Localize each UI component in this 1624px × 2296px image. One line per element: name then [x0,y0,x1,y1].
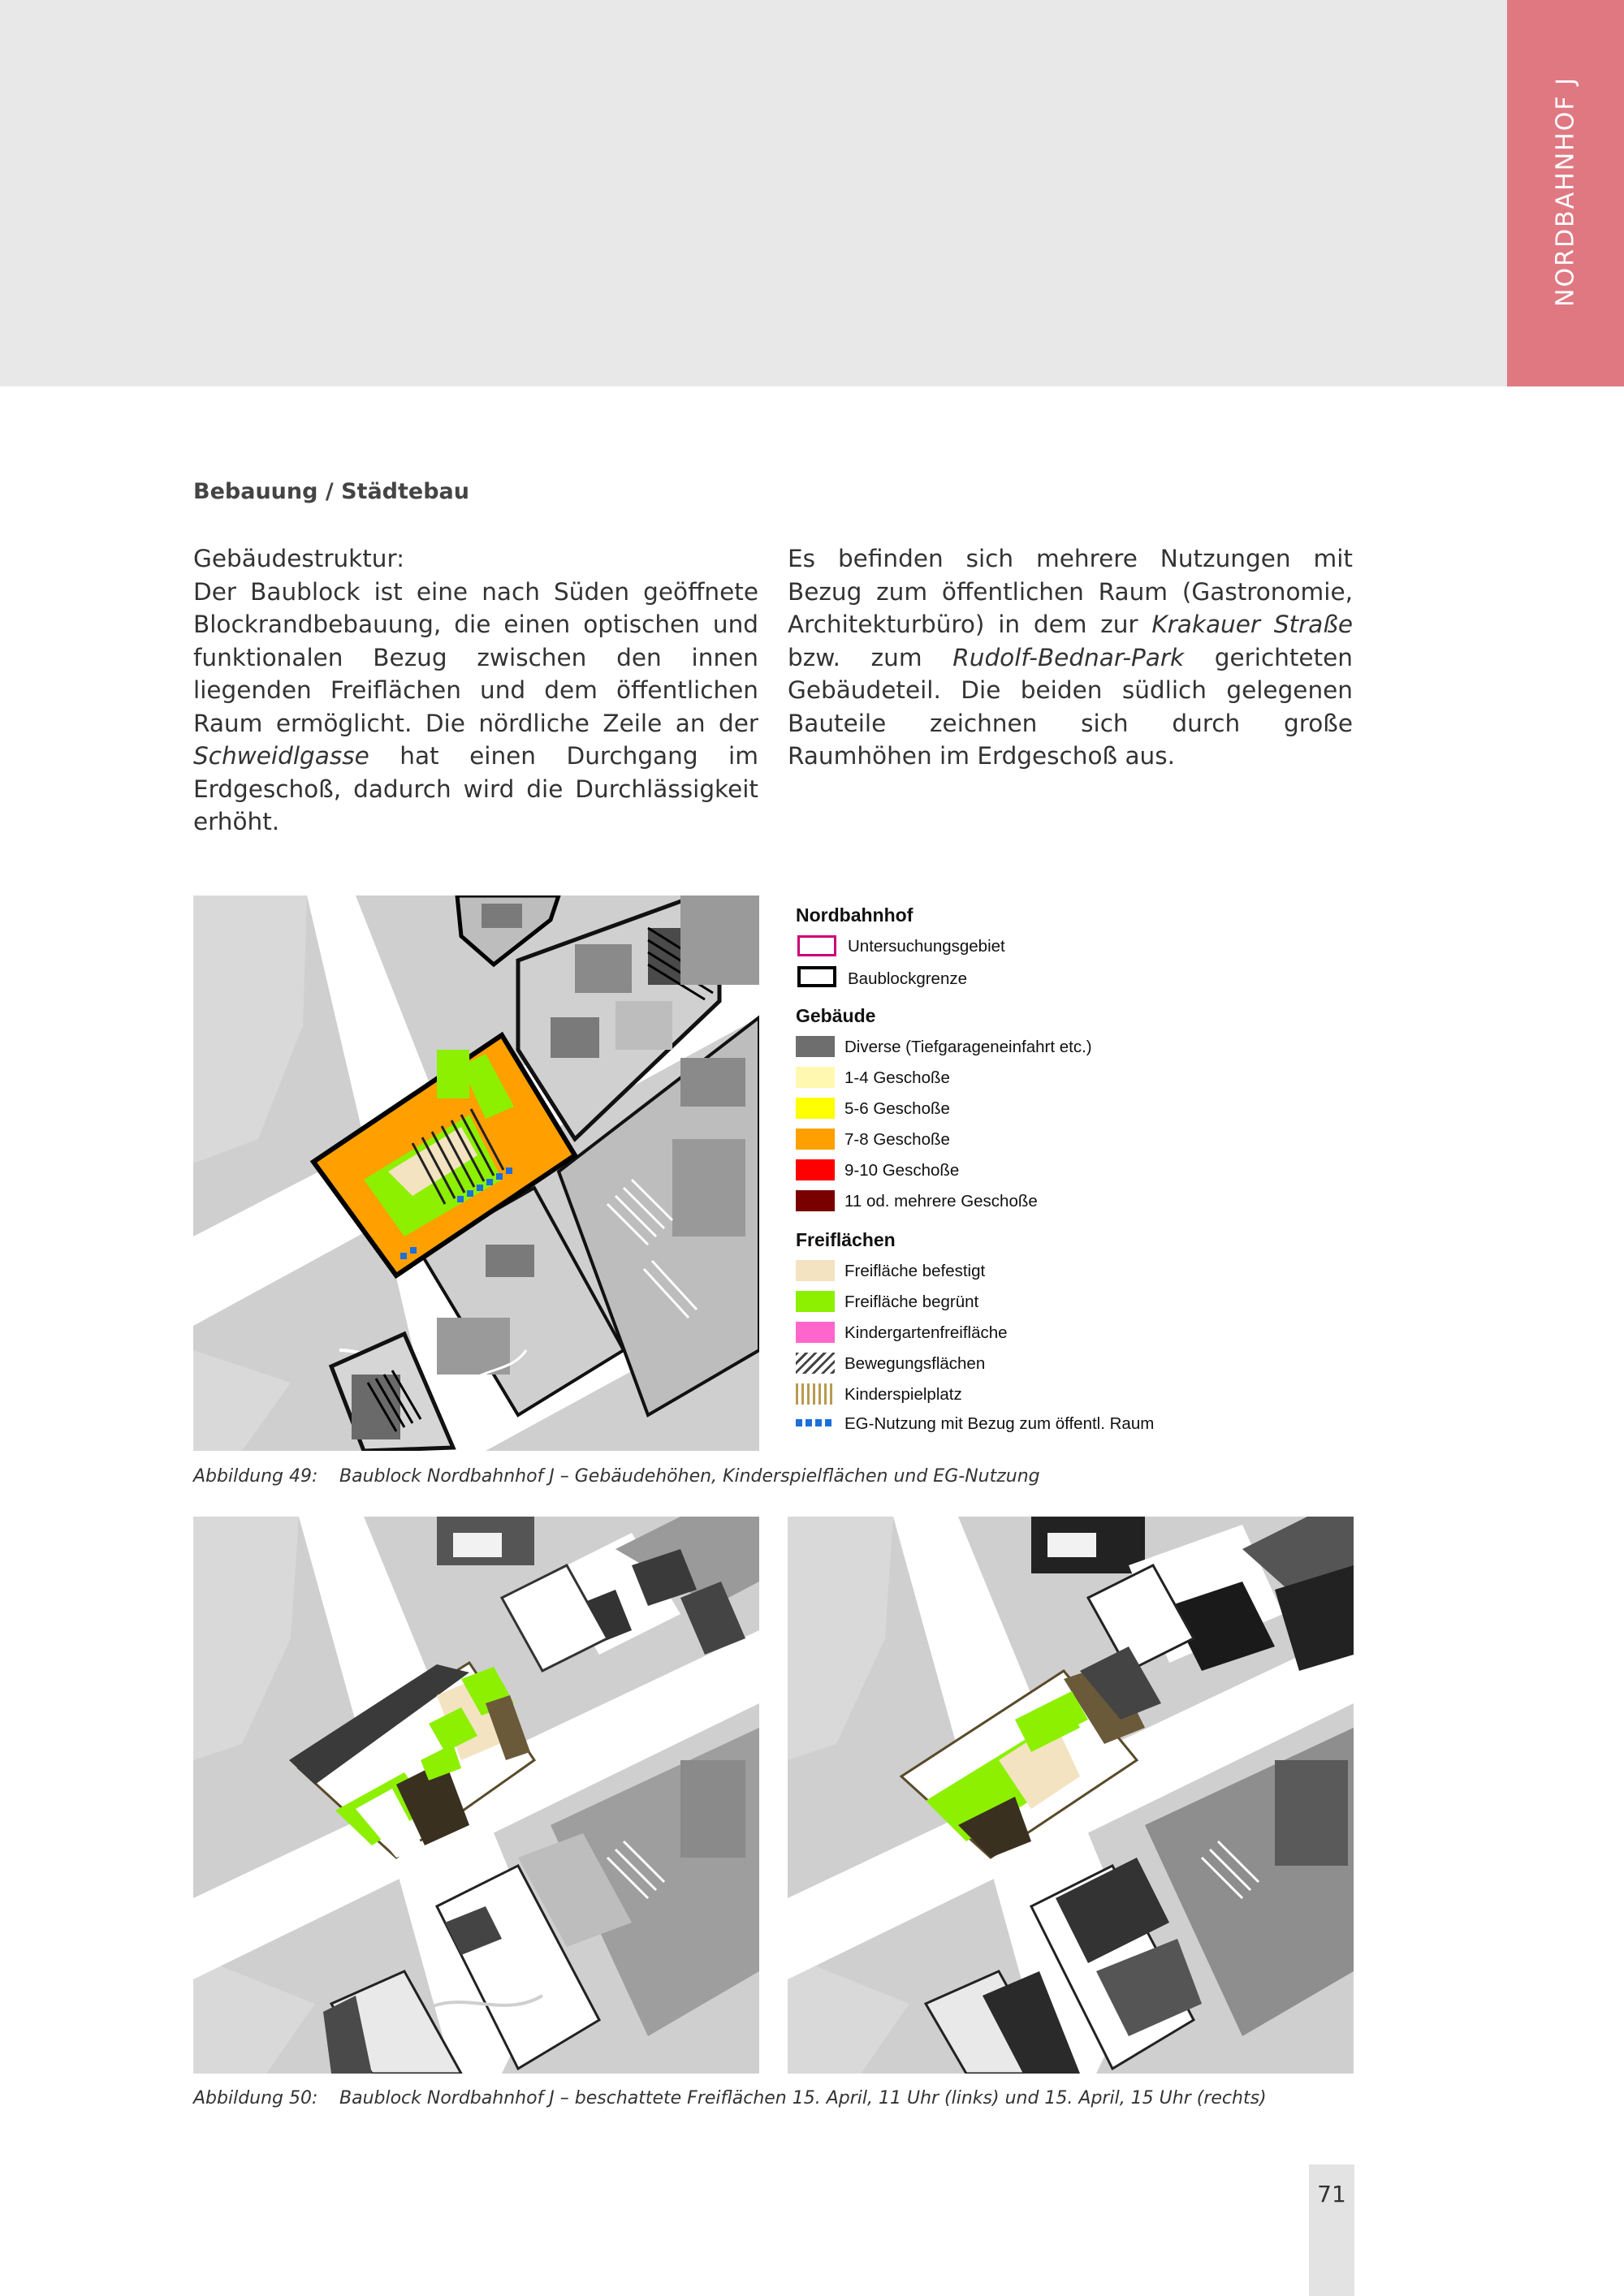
section-title: Bebauung / Städtebau [193,479,469,504]
paragraph-left: Der Baublock ist eine nach Süden geöffnete Blockrandbebauung, die einen optischen und funktionalen Bezug zwischen den innen liegenden Freiflächen und dem öffentlichen Raum ermöglicht. Die nördliche Zeile an der Schweidlgasse hat einen Durchgang im Erdgeschoß, dadurch wird die Durchlässigkeit erhöht. [193,577,758,835]
legend-label-kindergarten: Kindergartenfreifläche [844,1323,1008,1342]
legend-title: Nordbahnhof [796,904,914,926]
map-legend [786,893,1155,1452]
legend-label-ground-floor-use: EG-Nutzung mit Bezug zum öffentl. Raum [844,1414,1155,1433]
legend-swatch-green [796,1291,835,1312]
figure-49-caption [193,1466,1086,1491]
legend-label-diverse: Diverse (Tiefgarageneinfahrt etc.) [844,1038,1092,1056]
legend-label-block-boundary: Baublockgrenze [848,969,968,988]
chapter-tab-label: NORDBAHNHOF J [1551,76,1580,307]
legend-swatch-ground-floor-use [796,1419,835,1426]
map-building-heights [193,896,759,1451]
map-shadow-15h [788,1517,1354,2074]
legend-swatch-7-8 [796,1129,835,1150]
legend-swatch-paved [796,1260,835,1281]
legend-swatch-playground [796,1383,835,1405]
figure-49-number: Abbildung 49: [193,1466,318,1487]
legend-label-11-plus: 11 od. mehrere Geschoße [844,1192,1038,1211]
figure-50-text: Baublock Nordbahnhof J – beschattete Freiflächen 15. April, 11 Uhr (links) und 15. April, 15 Uhr (rechts) [339,2088,1267,2108]
legend-swatch-block-boundary [797,966,836,987]
legend-label-green: Freifläche begrünt [844,1293,979,1311]
legend-swatch-kindergarten [796,1322,835,1343]
legend-label-paved: Freifläche befestigt [844,1262,986,1280]
text-column-left [193,542,758,839]
page-number: 71 [1317,2181,1346,2208]
legend-label-playground: Kinderspielplatz [844,1385,962,1404]
figure-49-text: Baublock Nordbahnhof J – Gebäudehöhen, Kinderspielflächen und EG-Nutzung [339,1466,1040,1487]
legend-swatch-diverse [796,1036,835,1057]
legend-buildings-title: Gebäude [796,1005,876,1026]
text-column-right [788,542,1353,773]
legend-label-7-8: 7-8 Geschoße [844,1130,950,1149]
header-band [0,0,1507,386]
legend-swatch-11-plus [796,1190,835,1211]
legend-label-1-4: 1-4 Geschoße [844,1068,950,1087]
subheading: Gebäudestruktur: [193,545,405,572]
legend-swatch-1-4 [796,1067,835,1088]
figure-50-number: Abbildung 50: [193,2088,318,2108]
legend-label-study-area: Untersuchungsgebiet [848,937,1005,956]
legend-open-title: Freiflächen [796,1229,896,1250]
legend-swatch-movement [796,1353,835,1374]
figure-50-caption [193,2088,1354,2113]
legend-swatch-study-area [797,935,836,956]
map-shadow-11h [193,1517,759,2074]
legend-label-movement: Bewegungsflächen [844,1354,986,1373]
legend-swatch-9-10 [796,1159,835,1180]
paragraph-right: Es befinden sich mehrere Nutzungen mit Bezug zum öffentlichen Raum (Gastronomie, Architekturbüro) in dem zur Krakauer Straße bzw. zum Rudolf-Bednar-Park gerichteten Gebäudeteil. Die beiden südlich gelegenen Bauteile zeichnen sich durch große Raumhöhen im Erdgeschoß aus. [788,545,1353,770]
legend-label-5-6: 5-6 Geschoße [844,1099,950,1118]
legend-label-9-10: 9-10 Geschoße [844,1161,960,1180]
legend-swatch-5-6 [796,1098,835,1119]
